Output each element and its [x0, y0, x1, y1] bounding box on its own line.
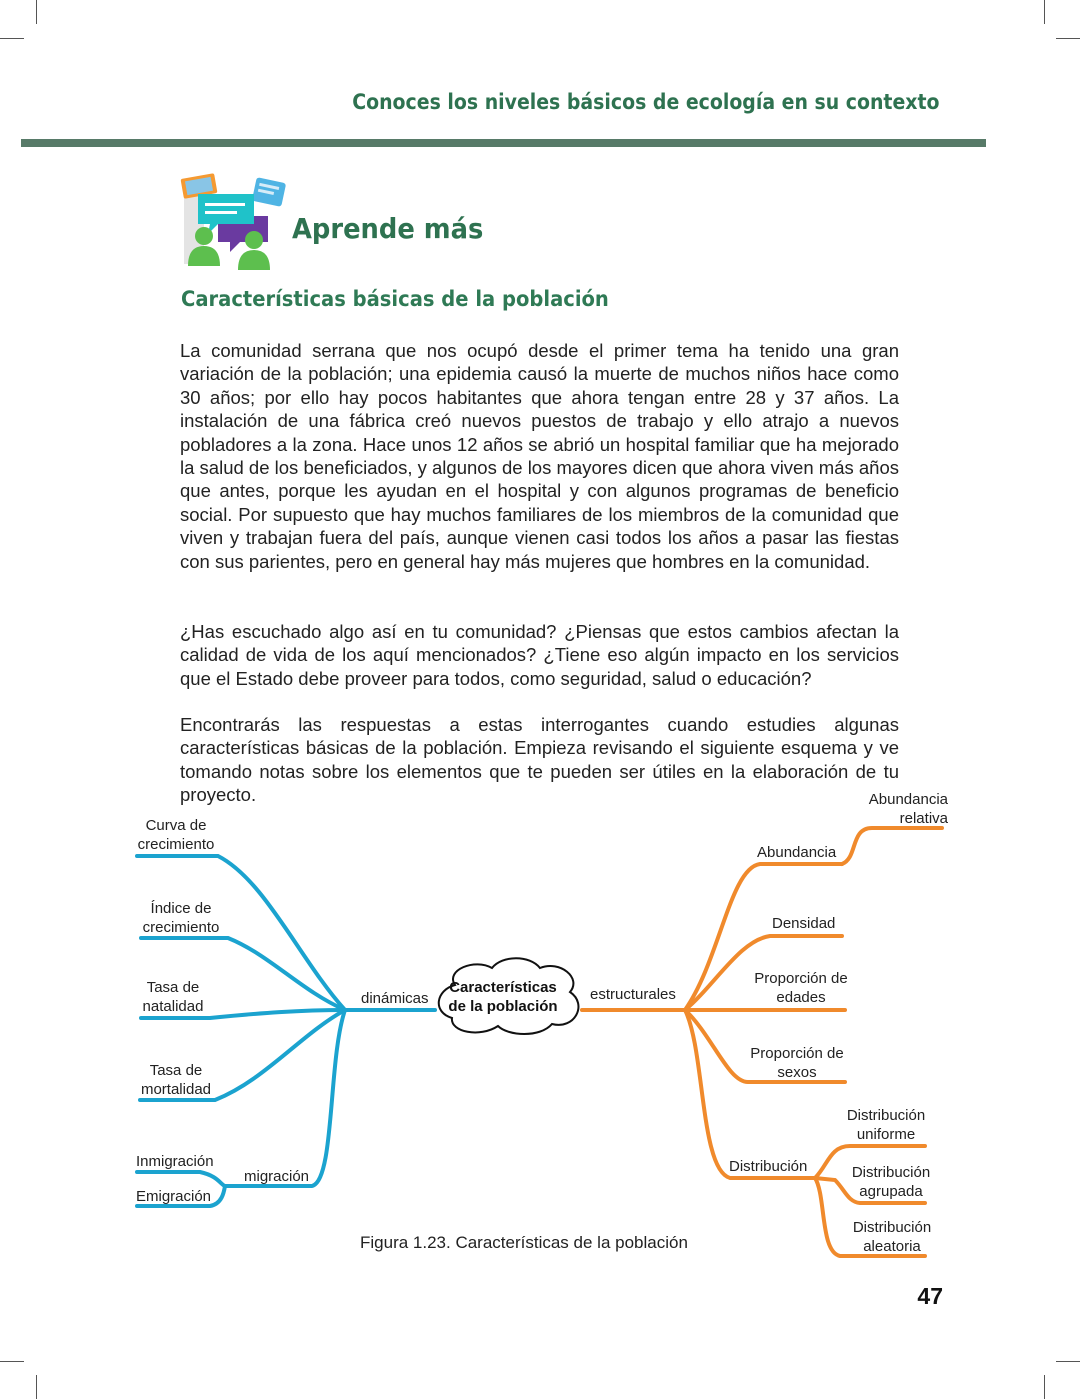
- node-migracion: migración: [244, 1168, 310, 1185]
- crop-mark: [1044, 1375, 1045, 1399]
- crop-mark: [0, 1361, 24, 1362]
- figure-caption: Figura 1.23. Características de la población: [360, 1233, 688, 1252]
- node-distribucion-aleatoria: Distribución aleatoria: [852, 1219, 932, 1255]
- branch-dinamicas: dinámicas: [361, 990, 429, 1007]
- node-indice-crecimiento: Índice de crecimiento: [142, 900, 220, 936]
- node-curva-crecimiento: Curva de crecimiento: [137, 817, 215, 853]
- crop-mark: [36, 1375, 37, 1399]
- node-tasa-natalidad: Tasa de natalidad: [142, 979, 204, 1015]
- page-number: 47: [917, 1283, 943, 1309]
- node-densidad: Densidad: [772, 915, 836, 932]
- node-distribucion-agrupada: Distribución agrupada: [851, 1164, 931, 1200]
- node-abundancia-relativa: Abundancia relativa: [868, 791, 948, 827]
- crop-mark: [0, 38, 24, 39]
- paragraph: Encontrarás las respuestas a estas interrogantes cuando estudies algunas características básicas de la población. Empieza revisando el siguiente esquema y ve tomando notas sobre los elementos que te pueden ser útiles en la elaboración de tu proyecto.: [180, 714, 899, 806]
- node-distribucion: Distribución: [729, 1158, 808, 1175]
- node-proporcion-edades: Proporción de edades: [754, 970, 848, 1006]
- paragraph: ¿Has escuchado algo así en tu comunidad? ¿Piensas que estos cambios afectan la calidad de vida de los aquí mencionados? ¿Tiene eso algún impacto en los servicios que el Estado debe proveer para todos, como seguridad, salud o educación?: [180, 621, 899, 689]
- node-emigracion: Emigración: [136, 1188, 212, 1205]
- crop-mark: [1044, 0, 1045, 24]
- crop-mark: [1056, 38, 1080, 39]
- mindmap-center: Características de la población: [448, 979, 558, 1015]
- header-title: Conoces los niveles básicos de ecología en su contexto: [351, 90, 939, 114]
- node-inmigracion: Inmigración: [136, 1153, 214, 1170]
- crop-mark: [1056, 1361, 1080, 1362]
- section-title: Aprende más: [292, 212, 484, 245]
- node-tasa-mortalidad: Tasa de mortalidad: [140, 1062, 212, 1098]
- branch-estructurales: estructurales: [590, 986, 676, 1003]
- subtitle: Características básicas de la población: [181, 287, 609, 311]
- paragraph: La comunidad serrana que nos ocupó desde el primer tema ha tenido una gran variación de la población; una epidemia causó la muerte de muchos niños hace como 30 años; por ello hay pocos habitantes que ahora tengan entre 28 y 37 años. La instalación de una fábrica creó nuevos puestos de trabajo y ello atrajo a nuevos pobladores a la zona. Hace unos 12 años se abrió un hospital familiar que ha mejorado la salud de los beneficiados, y algunos de los mayores dicen que ahora viven más años que antes, porque les ayudan en el hospital y con algunos programas de beneficio social. Por supuesto que hay muchos familiares de los miembros de la comunidad que viven y trabajan fuera del país, aunque vienen casi todos los años a pasar las fiestas con sus parientes, pero en general hay más mujeres que hombres en la comunidad.: [180, 340, 899, 572]
- node-distribucion-uniforme: Distribución uniforme: [846, 1107, 926, 1143]
- chat-people-icon: [180, 170, 290, 272]
- crop-mark: [36, 0, 37, 24]
- header-bar: [21, 139, 986, 147]
- node-abundancia: Abundancia: [757, 844, 837, 861]
- node-proporcion-sexos: Proporción de sexos: [750, 1045, 844, 1081]
